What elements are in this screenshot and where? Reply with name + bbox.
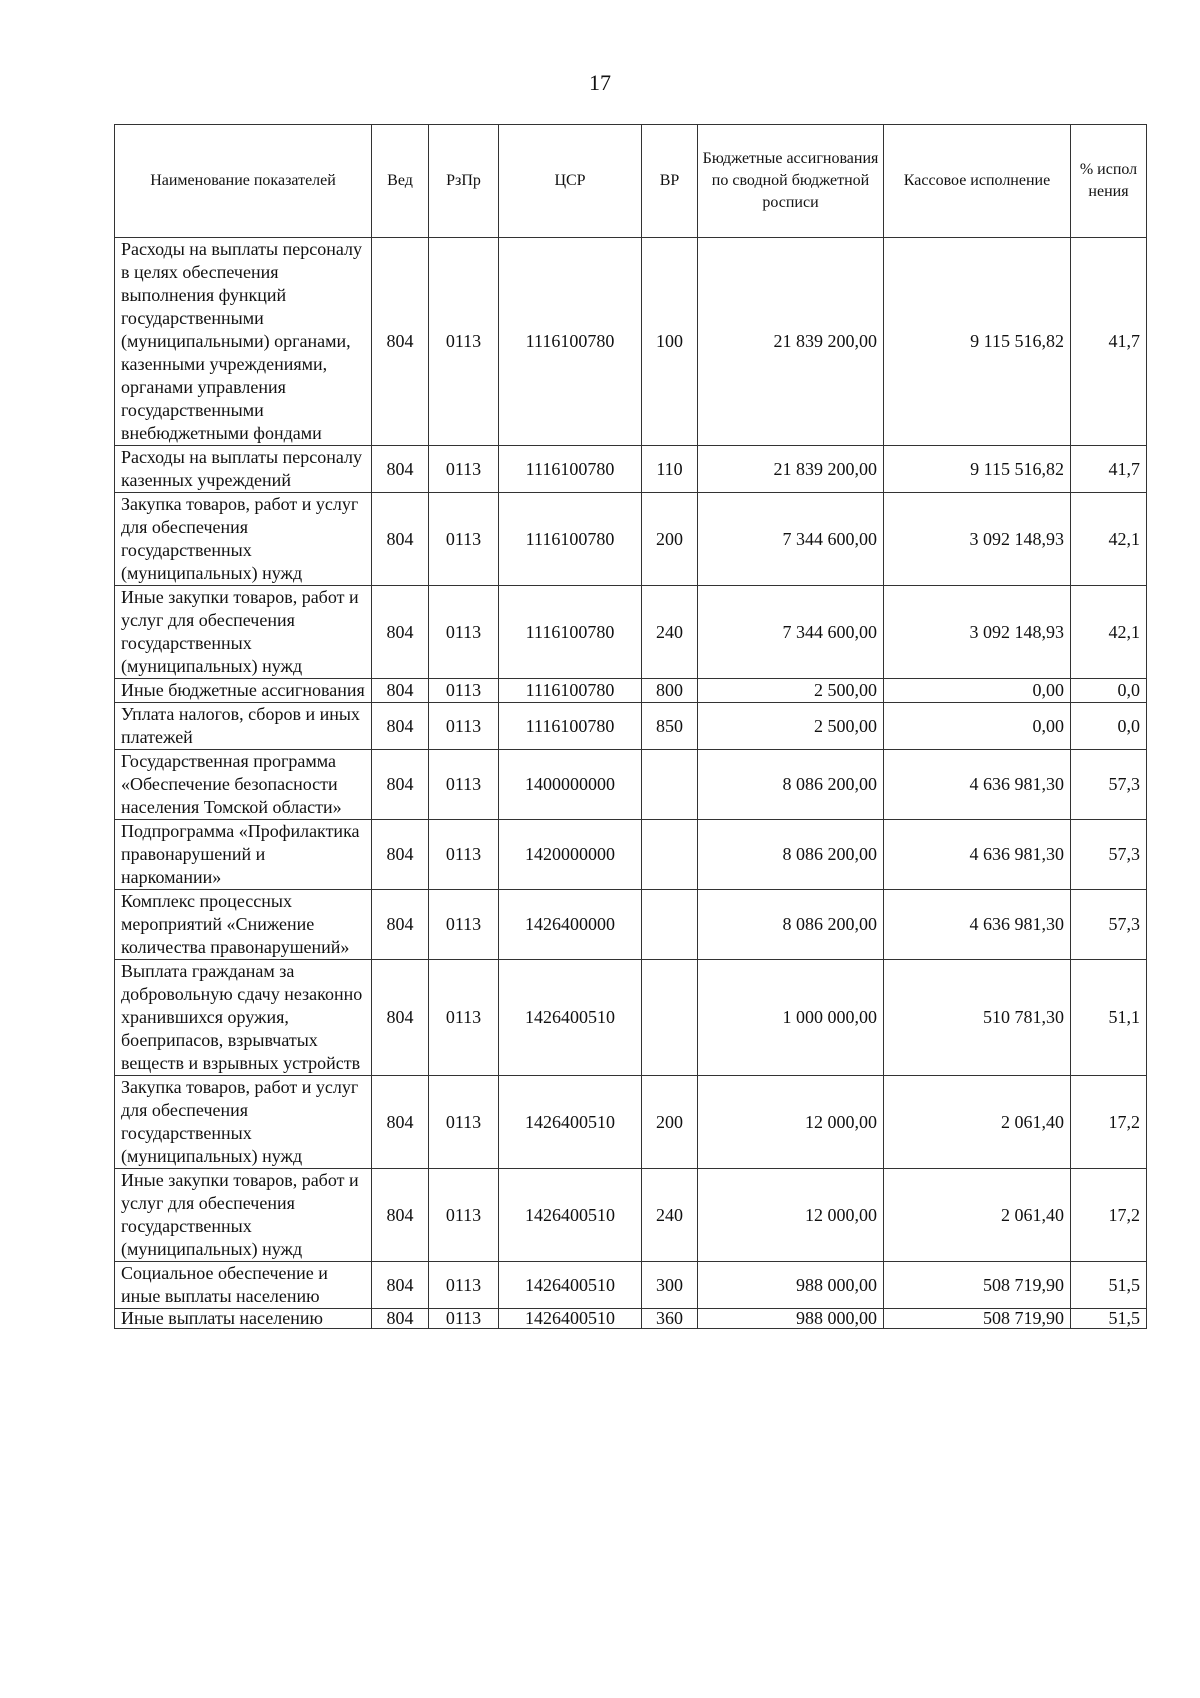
row-executed: 4 636 981,30 [884, 890, 1071, 960]
row-vr: 240 [642, 1169, 698, 1262]
row-rzpr: 0113 [429, 1262, 499, 1309]
row-executed: 2 061,40 [884, 1076, 1071, 1169]
row-executed: 9 115 516,82 [884, 238, 1071, 446]
row-percent: 42,1 [1071, 586, 1147, 679]
row-percent: 17,2 [1071, 1076, 1147, 1169]
table-row [115, 1309, 1147, 1329]
row-ved: 804 [372, 1169, 429, 1262]
table-row [115, 586, 1147, 679]
table-row [115, 493, 1147, 586]
row-csr: 1400000000 [499, 750, 642, 820]
row-csr: 1116100780 [499, 586, 642, 679]
row-ved: 804 [372, 960, 429, 1076]
row-name: Иные закупки товаров, работ и услуг для обеспечения государственных (муниципальных) нужд [115, 586, 372, 679]
row-assigned: 21 839 200,00 [698, 446, 884, 493]
row-ved: 804 [372, 703, 429, 750]
row-name: Уплата налогов, сборов и иных платежей [115, 703, 372, 750]
row-executed: 3 092 148,93 [884, 586, 1071, 679]
table-row [115, 1076, 1147, 1169]
row-percent: 42,1 [1071, 493, 1147, 586]
row-percent: 57,3 [1071, 890, 1147, 960]
row-executed: 508 719,90 [884, 1309, 1071, 1329]
row-name: Иные бюджетные ассигнования [115, 679, 372, 703]
header-assigned: Бюджетные ассигнования по сводной бюджетной росписи [698, 125, 884, 238]
row-name: Расходы на выплаты персоналу казенных учреждений [115, 446, 372, 493]
row-vr: 240 [642, 586, 698, 679]
row-rzpr: 0113 [429, 1169, 499, 1262]
row-vr [642, 890, 698, 960]
row-assigned: 8 086 200,00 [698, 820, 884, 890]
row-executed: 2 061,40 [884, 1169, 1071, 1262]
row-csr: 1426400510 [499, 1309, 642, 1329]
row-rzpr: 0113 [429, 493, 499, 586]
header-ved: Вед [372, 125, 429, 238]
row-ved: 804 [372, 679, 429, 703]
row-executed: 510 781,30 [884, 960, 1071, 1076]
row-ved: 804 [372, 493, 429, 586]
row-assigned: 988 000,00 [698, 1262, 884, 1309]
row-percent: 57,3 [1071, 820, 1147, 890]
table-row [115, 750, 1147, 820]
row-vr: 300 [642, 1262, 698, 1309]
row-percent: 0,0 [1071, 679, 1147, 703]
row-name: Комплекс процессных мероприятий «Снижение количества правонарушений» [115, 890, 372, 960]
header-csr: ЦСР [499, 125, 642, 238]
row-assigned: 1 000 000,00 [698, 960, 884, 1076]
table-row [115, 446, 1147, 493]
table-row [115, 679, 1147, 703]
row-vr: 800 [642, 679, 698, 703]
row-csr: 1420000000 [499, 820, 642, 890]
budget-execution-table [114, 124, 1147, 1329]
row-assigned: 988 000,00 [698, 1309, 884, 1329]
table-row [115, 703, 1147, 750]
row-percent: 51,5 [1071, 1262, 1147, 1309]
row-percent: 41,7 [1071, 238, 1147, 446]
row-name: Закупка товаров, работ и услуг для обеспечения государственных (муниципальных) нужд [115, 493, 372, 586]
table-row [115, 960, 1147, 1076]
table-row [115, 1169, 1147, 1262]
row-assigned: 12 000,00 [698, 1169, 884, 1262]
row-name: Иные закупки товаров, работ и услуг для обеспечения государственных (муниципальных) нужд [115, 1169, 372, 1262]
table-row [115, 1262, 1147, 1309]
row-assigned: 8 086 200,00 [698, 750, 884, 820]
row-rzpr: 0113 [429, 446, 499, 493]
row-percent: 17,2 [1071, 1169, 1147, 1262]
row-csr: 1116100780 [499, 446, 642, 493]
row-percent: 51,5 [1071, 1309, 1147, 1329]
row-executed: 508 719,90 [884, 1262, 1071, 1309]
row-csr: 1116100780 [499, 679, 642, 703]
row-executed: 4 636 981,30 [884, 750, 1071, 820]
row-name: Социальное обеспечение и иные выплаты населению [115, 1262, 372, 1309]
row-csr: 1426400510 [499, 1169, 642, 1262]
row-vr [642, 960, 698, 1076]
row-name: Выплата гражданам за добровольную сдачу незаконно хранившихся оружия, боеприпасов, взрывчатых веществ и взрывных устройств [115, 960, 372, 1076]
row-rzpr: 0113 [429, 586, 499, 679]
row-rzpr: 0113 [429, 750, 499, 820]
row-vr: 850 [642, 703, 698, 750]
row-ved: 804 [372, 586, 429, 679]
row-ved: 804 [372, 446, 429, 493]
table-row [115, 890, 1147, 960]
table-header-row [115, 125, 1147, 238]
row-ved: 804 [372, 750, 429, 820]
header-vr: ВР [642, 125, 698, 238]
row-rzpr: 0113 [429, 1309, 499, 1329]
row-assigned: 12 000,00 [698, 1076, 884, 1169]
row-csr: 1116100780 [499, 493, 642, 586]
row-name: Подпрограмма «Профилактика правонарушений и наркомании» [115, 820, 372, 890]
row-rzpr: 0113 [429, 890, 499, 960]
row-csr: 1116100780 [499, 238, 642, 446]
row-percent: 0,0 [1071, 703, 1147, 750]
row-name: Иные выплаты населению [115, 1309, 372, 1329]
row-rzpr: 0113 [429, 960, 499, 1076]
header-executed: Кассовое исполнение [884, 125, 1071, 238]
row-vr: 100 [642, 238, 698, 446]
page-number: 17 [589, 70, 611, 95]
row-vr [642, 750, 698, 820]
row-executed: 3 092 148,93 [884, 493, 1071, 586]
row-assigned: 7 344 600,00 [698, 586, 884, 679]
row-vr: 360 [642, 1309, 698, 1329]
row-ved: 804 [372, 1262, 429, 1309]
row-percent: 51,1 [1071, 960, 1147, 1076]
row-ved: 804 [372, 890, 429, 960]
table-row [115, 238, 1147, 446]
row-csr: 1116100780 [499, 703, 642, 750]
row-csr: 1426400510 [499, 960, 642, 1076]
row-ved: 804 [372, 238, 429, 446]
row-name: Государственная программа «Обеспечение безопасности населения Томской области» [115, 750, 372, 820]
row-assigned: 2 500,00 [698, 679, 884, 703]
row-csr: 1426400000 [499, 890, 642, 960]
row-name: Закупка товаров, работ и услуг для обеспечения государственных (муниципальных) нужд [115, 1076, 372, 1169]
row-percent: 57,3 [1071, 750, 1147, 820]
row-ved: 804 [372, 820, 429, 890]
row-rzpr: 0113 [429, 1076, 499, 1169]
row-ved: 804 [372, 1076, 429, 1169]
row-name: Расходы на выплаты персоналу в целях обеспечения выполнения функций государственными (муниципальными) органами, казенными учреждениями, органами управления государственными внебюджетными фондами [115, 238, 372, 446]
row-vr: 200 [642, 493, 698, 586]
row-percent: 41,7 [1071, 446, 1147, 493]
row-vr: 110 [642, 446, 698, 493]
row-assigned: 8 086 200,00 [698, 890, 884, 960]
row-executed: 0,00 [884, 679, 1071, 703]
header-percent: % испол нения [1071, 125, 1147, 238]
row-executed: 0,00 [884, 703, 1071, 750]
row-assigned: 21 839 200,00 [698, 238, 884, 446]
row-vr: 200 [642, 1076, 698, 1169]
row-rzpr: 0113 [429, 703, 499, 750]
row-assigned: 2 500,00 [698, 703, 884, 750]
row-rzpr: 0113 [429, 238, 499, 446]
row-executed: 4 636 981,30 [884, 820, 1071, 890]
row-vr [642, 820, 698, 890]
table-row [115, 820, 1147, 890]
header-name: Наименование показателей [115, 125, 372, 238]
row-ved: 804 [372, 1309, 429, 1329]
row-csr: 1426400510 [499, 1076, 642, 1169]
row-rzpr: 0113 [429, 820, 499, 890]
row-rzpr: 0113 [429, 679, 499, 703]
row-csr: 1426400510 [499, 1262, 642, 1309]
row-assigned: 7 344 600,00 [698, 493, 884, 586]
header-rzpr: РзПр [429, 125, 499, 238]
row-executed: 9 115 516,82 [884, 446, 1071, 493]
